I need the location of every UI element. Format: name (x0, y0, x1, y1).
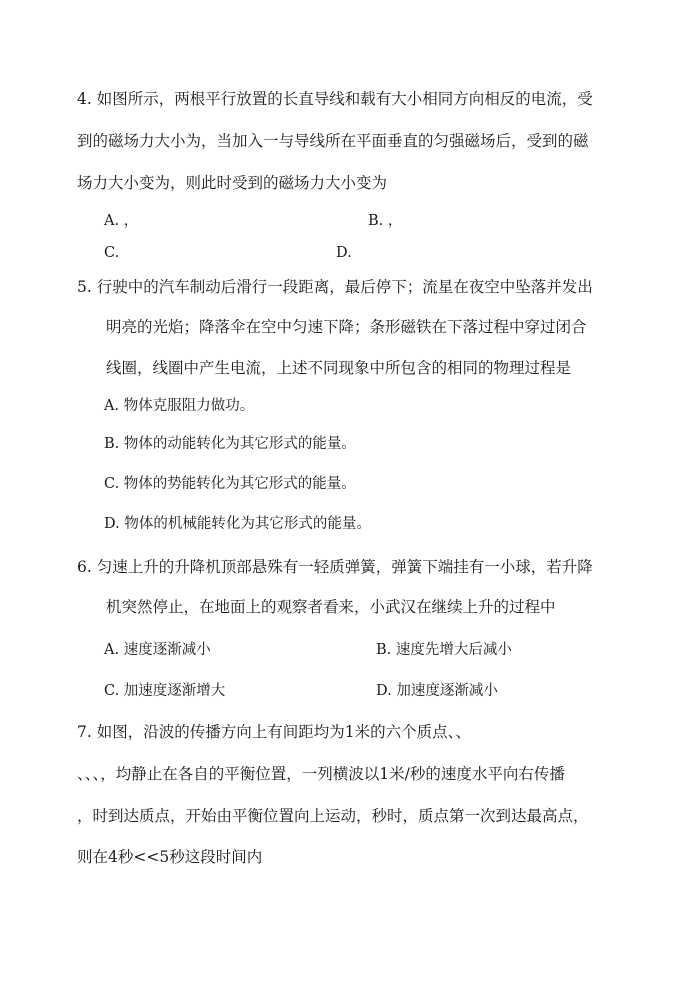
q6-line-2: 机突然停止，在地面上的观察者看来，小武汉在继续上升的过程中 (106, 598, 556, 616)
q4-option-d: D. (336, 245, 352, 261)
q5-option-d: D. 物体的机械能转化为其它形式的能量。 (104, 516, 371, 532)
q7-line-2: 、、、，均静止在各自的平衡位置，一列横波以1米/秒的速度水平向右传播 (77, 765, 565, 783)
q4-line-1: 4. 如图所示，两根平行放置的长直导线和载有大小相同方向相反的电流，受 (77, 90, 593, 108)
q6-option-c: C. 加速度逐渐增大 (104, 683, 226, 699)
q7-line-1: 7. 如图，沿波的传播方向上有间距均为1米的六个质点、、 (77, 723, 471, 741)
q6-option-b: B. 速度先增大后减小 (376, 642, 512, 658)
q7-line-4: 则在4秒<<5秒这段时间内 (77, 848, 263, 866)
q6-option-a: A. 速度逐渐减小 (104, 642, 211, 658)
q4-line-3: 场力大小变为，则此时受到的磁场力大小变为 (77, 174, 388, 192)
q4-option-b: B. ， (368, 213, 403, 229)
q5-option-a: A. 物体克服阻力做功。 (104, 398, 255, 414)
q5-option-b: B. 物体的动能转化为其它形式的能量。 (104, 436, 356, 452)
q5-line-1: 5. 行驶中的汽车制动后滑行一段距离，最后停下；流星在夜空中坠落并发出 (77, 278, 593, 296)
q4-option-a: A. ， (104, 213, 139, 229)
q4-option-c: C. (104, 245, 120, 261)
q7-line-3: ，时到达质点，开始由平衡位置向上运动，秒时，质点第一次到达最高点， (77, 807, 589, 825)
q6-line-1: 6. 匀速上升的升降机顶部悬殊有一轻质弹簧，弹簧下端挂有一小球，若升降 (77, 558, 593, 576)
q5-option-c: C. 物体的势能转化为其它形式的能量。 (104, 476, 356, 492)
q6-option-d: D. 加速度逐渐减小 (376, 683, 498, 699)
q5-line-3: 线圈，线圈中产生电流，上述不同现象中所包含的相同的物理过程是 (106, 359, 572, 377)
q5-line-2: 明亮的光焰；降落伞在空中匀速下降；条形磁铁在下落过程中穿过闭合 (106, 318, 587, 336)
q4-line-2: 到的磁场力大小为，当加入一与导线所在平面垂直的匀强磁场后，受到的磁 (77, 132, 589, 150)
